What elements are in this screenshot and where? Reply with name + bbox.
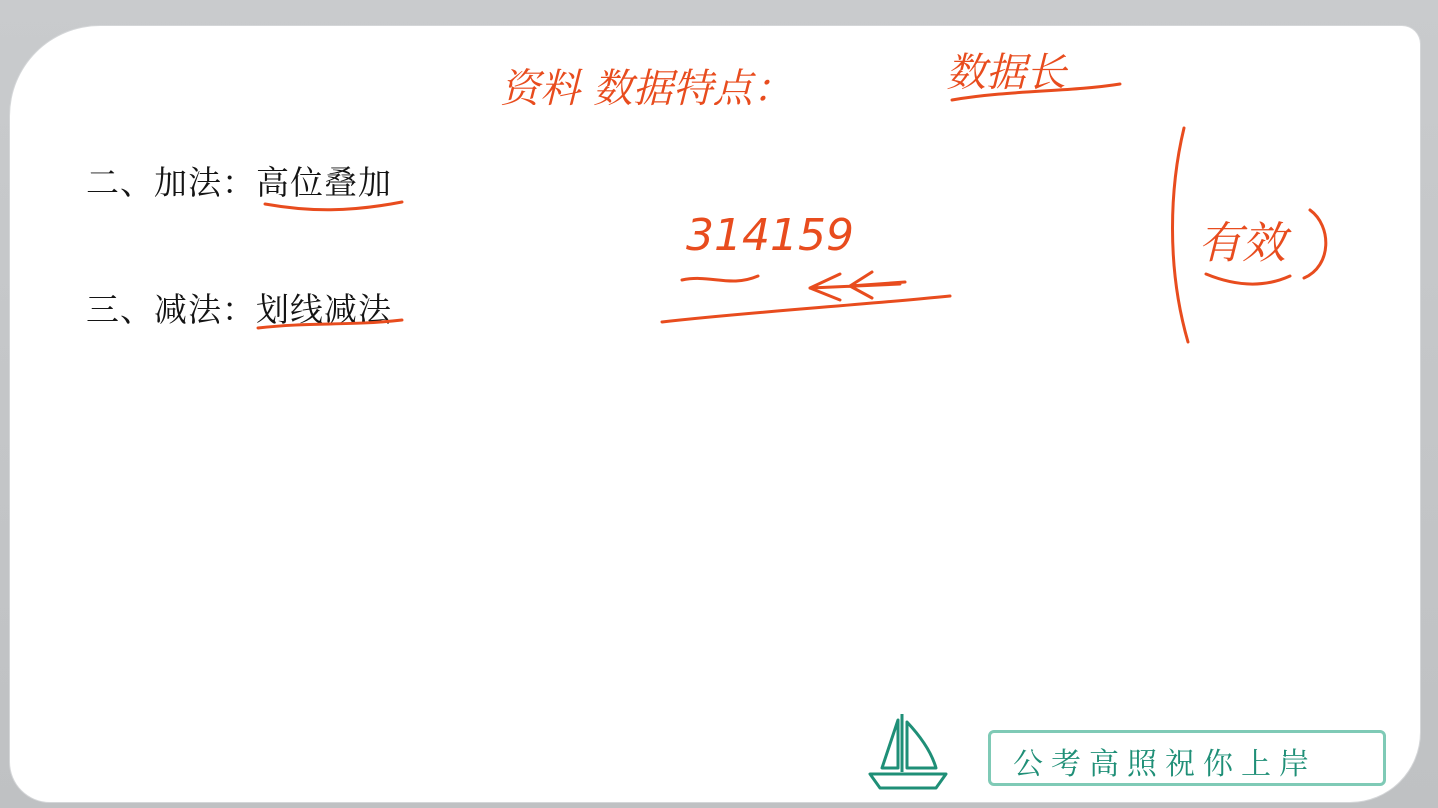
handwritten-title-right: 数据长 [946, 50, 1066, 96]
left-paren [1173, 128, 1189, 342]
point-addition-key: 高位叠加 [256, 163, 392, 202]
right-paren [1304, 210, 1326, 278]
handwritten-number: 314159 [686, 210, 854, 261]
lecture-slide [10, 26, 1420, 802]
underline-subtraction [258, 320, 402, 328]
handwritten-title: 资料 数据特点： [500, 66, 793, 112]
handwritten-side-note: 有效 [1198, 218, 1286, 269]
side-note-underline [1206, 274, 1290, 284]
number-mark-squiggle [682, 276, 758, 281]
point-subtraction-prefix: 三、减法： [86, 290, 256, 329]
handwriting-layer [10, 26, 1420, 802]
underline-addition [265, 202, 402, 210]
slogan-box [988, 730, 1386, 786]
point-addition-prefix: 二、加法： [86, 163, 256, 202]
number-underline [662, 296, 950, 322]
left-arrows [810, 272, 905, 300]
point-subtraction-key: 划线减法 [256, 290, 392, 329]
slogan-text: 公考高照祝你上岸 [1013, 747, 1317, 782]
sailboat-icon [862, 710, 952, 792]
